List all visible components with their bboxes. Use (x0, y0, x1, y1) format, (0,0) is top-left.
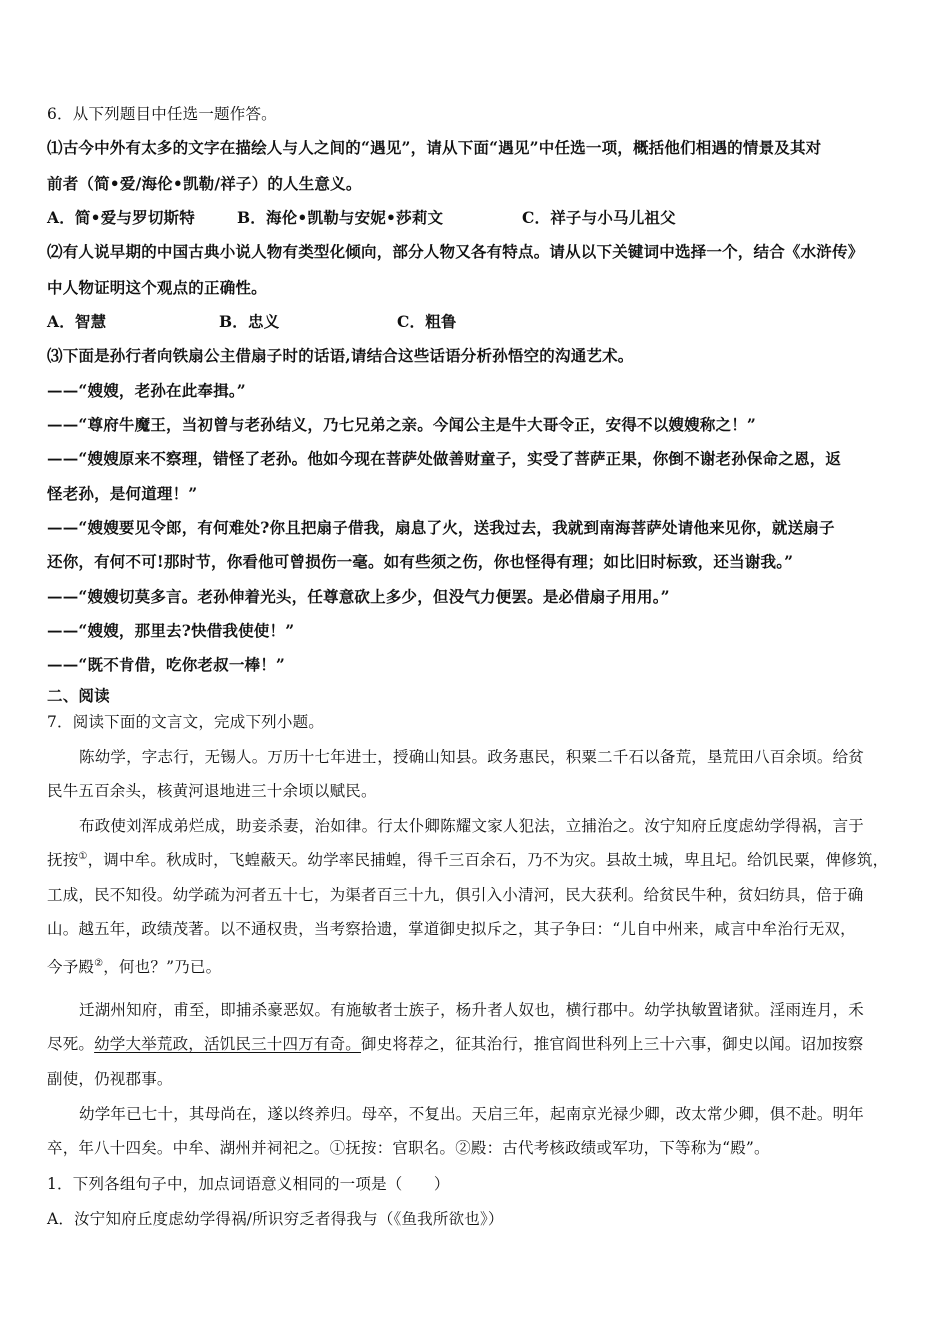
option-c: C．祥子与小马儿祖父 (522, 208, 676, 227)
q6-part3-intro: ⑶下面是孙行者向铁扇公主借扇子时的话语,请结合这些话语分析孙悟空的沟通艺术。 (47, 346, 634, 365)
option-b: B．忠义 (219, 312, 280, 331)
option-b: B．海伦•凯勒与安妮•莎莉文 (237, 208, 444, 227)
passage-text: ，何也？”乃已。 (103, 958, 222, 976)
passage-line: 民牛五百余头，核黄河退地进三十余顷以赋民。 (47, 782, 377, 800)
quote-line: ——“尊府牛魔王，当初曾与老孙结义，乃七兄弟之亲。今闻公主是牛大哥令正，安得不以嫂嫂称之！” (47, 415, 757, 434)
q6-part2-line2: 中人物证明这个观点的正确性。 (47, 278, 267, 297)
passage-text: 今予殿 (47, 958, 95, 976)
passage-text: ，调中牟。秋成时，飞蝗蔽天。幼学率民捕蝗，得千三百余石，乃不为灾。县故土城，卑且圮。给饥民粟，俾修筑， (87, 851, 889, 869)
passage-text: 御史将荐之，征其治行，推官阎世科列上三十六事，御史以闻。诏加按察 (361, 1035, 864, 1053)
subquestion-1: 1．下列各组句子中，加点词语意义相同的一项是（ ） (47, 1175, 450, 1193)
quote-line: ——“嫂嫂，老孙在此奉揖。” (47, 381, 246, 400)
subquestion-1-option-a: A．汝宁知府丘度虑幼学得祸/所识穷乏者得我与（《鱼我所欲也》） (47, 1210, 504, 1228)
underlined-sentence: 幼学大举荒政，活饥民三十四万有奇。 (94, 1035, 362, 1053)
quote-line: ——“嫂嫂原来不察理，错怪了老孙。他如今现在菩萨处做善财童子，实受了菩萨正果，你倒不谢老孙保命之恩，返 (47, 449, 842, 468)
option-a: A．简•爱与罗切斯特 (47, 208, 195, 227)
passage-line: 副使，仍视郡事。 (47, 1070, 173, 1088)
q6-title: 6．从下列题目中任选一题作答。 (47, 105, 277, 123)
option-c: C．粗鲁 (397, 312, 457, 331)
passage-line: 迁湖州知府，甫至，即捕杀豪恶奴。有施敏者士族子，杨升者人奴也，横行郡中。幼学执敏置诸狱。淫雨连月，禾 (79, 1001, 865, 1019)
passage-line: 山。越五年，政绩茂著。以不通权贵，当考察拾遗，掌道御史拟斥之，其子争曰：“儿自中州来，咸言中牟治行无双， (47, 920, 856, 938)
footnote-mark: ① (78, 850, 88, 862)
quote-line: ——“嫂嫂，那里去?快借我使使！” (47, 621, 295, 640)
quote-line: ——“嫂嫂切莫多言。老孙伸着光头，任尊意砍上多少，但没气力便罢。是必借扇子用用。” (47, 587, 670, 606)
passage-line: 卒，年八十四矣。中牟、湖州并祠祀之。①抚按：官职名。②殿：古代考核政绩或军功，下等称为“殿”。 (47, 1139, 770, 1157)
passage-line: 陈幼学，字志行，无锡人。万历十七年进士，授确山知县。政务惠民，积粟二千石以备荒，垦荒田八百余顷。给贫 (79, 748, 865, 766)
passage-line (47, 850, 888, 870)
option-a: A．智慧 (47, 312, 107, 331)
q6-part2-line1: ⑵有人说早期的中国古典小说人物有类型化倾向，部分人物又各有特点。请从以下关键词中选择一个，结合《水浒传》 (47, 242, 864, 261)
q6-part1-line2: 前者（简•爱/海伦•凯勒/祥子）的人生意义。 (47, 174, 362, 193)
q6-part1-line1: ⑴古今中外有太多的文字在描绘人与人之间的“遇见”，请从下面“遇见”中任选一项，概括他们相遇的情景及其对 (47, 138, 822, 157)
passage-line (47, 957, 221, 977)
quote-line: 还你，有何不可!那时节，你看他可曾损伤一毫。如有些须之伤，你也怪得有理；如比旧时标致，还当谢我。” (47, 552, 794, 571)
quote-line: 怪老孙，是何道理！” (47, 484, 198, 503)
passage-line (47, 1034, 863, 1054)
section-title: 二、阅读 (47, 686, 110, 705)
passage-line: 布政使刘浑成弟烂成，助妾杀妻，治如律。行太仆卿陈耀文家人犯法，立捕治之。汝宁知府丘度虑幼学得祸，言于 (79, 817, 865, 835)
passage-text: 抚按 (47, 851, 79, 869)
passage-line: 工成，民不知役。幼学疏为河者五十七，为渠者百三十九，俱引入小清河，民大获利。给贫民牛种，贫妇纺具，倍于确 (47, 886, 864, 904)
quote-line: ——“既不肯借，吃你老叔一棒！” (47, 655, 286, 674)
quote-line: ——“嫂嫂要见令郎，有何难处?你且把扇子借我，扇息了火，送我过去，我就到南海菩萨处请他来见你，就送扇子 (47, 518, 835, 537)
passage-line: 幼学年已七十，其母尚在，遂以终养归。母卒，不复出。天启三年，起南京光禄少卿，改太常少卿，俱不赴。明年 (79, 1105, 865, 1123)
passage-text: 尽死。 (47, 1035, 95, 1053)
footnote-mark: ② (94, 957, 104, 969)
q7-title: 7．阅读下面的文言文，完成下列小题。 (47, 713, 324, 731)
